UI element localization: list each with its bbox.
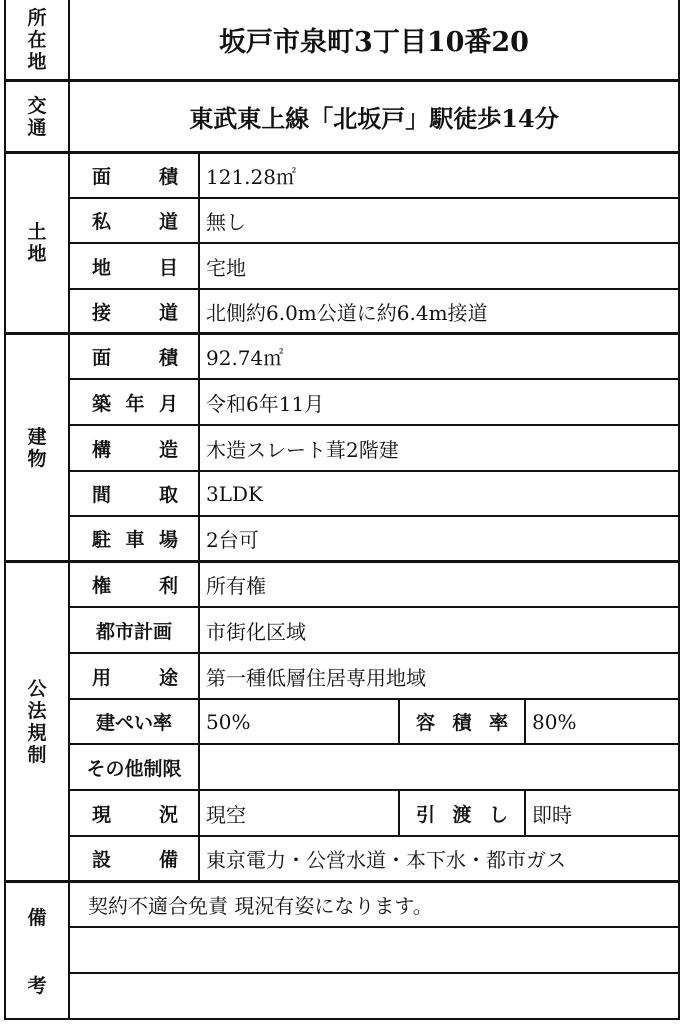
- regulation-section: [6, 563, 678, 883]
- land-section: [6, 154, 678, 335]
- land-area-value: 121.28㎡: [206, 165, 296, 189]
- coverage-value: 50%: [200, 700, 400, 743]
- city-plan-value: 市街化区域: [206, 619, 306, 644]
- remarks-section: [6, 883, 678, 1018]
- building-structure-value: 木造スレート葺2階建: [206, 437, 399, 462]
- field-label: 権 利: [70, 563, 200, 606]
- building-section: [6, 335, 678, 563]
- building-built-value: 令和6年11月: [206, 391, 325, 416]
- land-label: 土 地: [6, 154, 70, 332]
- status-value: 現空: [200, 791, 400, 835]
- building-label: 建 物: [6, 335, 70, 560]
- building-parking-value: 2台可: [206, 528, 259, 552]
- delivery-value: 即時: [532, 802, 572, 827]
- remarks-line: [70, 974, 678, 1018]
- field-label: 用 途: [70, 654, 200, 698]
- city-plan-row: [70, 608, 678, 654]
- field-label: 引 渡 し: [400, 791, 526, 835]
- field-label: 接 道: [70, 290, 200, 332]
- building-area-row: [70, 335, 678, 380]
- remarks-line: [70, 883, 678, 928]
- building-layout-row: [70, 472, 678, 517]
- traffic-label: 交 通: [6, 82, 70, 151]
- coverage-row: [70, 700, 678, 745]
- land-private-road-value: 無し: [206, 210, 246, 234]
- regulation-label: 公 法 規 制: [6, 563, 70, 880]
- traffic-value: 東武東上線「北坂戸」駅徒歩14分: [189, 104, 559, 133]
- other-restriction-row: [70, 745, 678, 791]
- field-label: 面 積: [70, 335, 200, 378]
- traffic-row: [6, 82, 678, 154]
- field-label: 容 積 率: [400, 700, 526, 743]
- location-label: 所 在 地: [6, 0, 70, 79]
- use-row: [70, 654, 678, 700]
- remarks-label: 備 考: [6, 883, 70, 1018]
- rights-value: 所有権: [206, 574, 266, 598]
- land-area-row: [70, 154, 678, 199]
- rights-row: [70, 563, 678, 608]
- land-road-access-value: 北側約6.0m公道に約6.4m接道: [206, 300, 488, 325]
- field-label: 築 年 月: [70, 380, 200, 424]
- field-label: 間 取: [70, 472, 200, 515]
- field-label: 面 積: [70, 154, 200, 197]
- land-road-access-row: [70, 290, 678, 332]
- remarks-line: [70, 928, 678, 974]
- facilities-row: [70, 837, 678, 880]
- location-row: [6, 0, 678, 82]
- building-parking-row: [70, 517, 678, 560]
- field-label: 都市計画: [70, 608, 200, 652]
- status-row: [70, 791, 678, 837]
- field-label: 私 道: [70, 199, 200, 242]
- building-structure-row: [70, 426, 678, 472]
- remarks-text: [70, 974, 678, 1018]
- field-label: 現 況: [70, 791, 200, 835]
- land-category-row: [70, 244, 678, 290]
- field-label: 構 造: [70, 426, 200, 470]
- field-label: その他制限: [70, 745, 200, 789]
- remarks-text: [70, 928, 678, 972]
- field-label: 設 備: [70, 837, 200, 880]
- building-layout-value: 3LDK: [206, 481, 263, 506]
- field-label: 建ぺい率: [70, 700, 200, 743]
- use-value: 第一種低層住居専用地域: [206, 665, 426, 690]
- land-private-road-row: [70, 199, 678, 244]
- property-sheet: [4, 0, 680, 1020]
- land-category-value: 宅地: [206, 255, 246, 280]
- floor-area-ratio-value: 80%: [532, 709, 577, 734]
- field-label: 地 目: [70, 244, 200, 288]
- building-built-row: [70, 380, 678, 426]
- other-restriction-value: [200, 745, 678, 789]
- building-area-value: 92.74㎡: [206, 346, 284, 370]
- location-value: 坂戸市泉町3丁目10番20: [219, 27, 529, 58]
- remarks-text: 契約不適合免責 現況有姿になります。: [88, 894, 433, 918]
- facilities-value: 東京電力・公営水道・本下水・都市ガス: [206, 848, 566, 872]
- field-label: 駐 車 場: [70, 517, 200, 560]
